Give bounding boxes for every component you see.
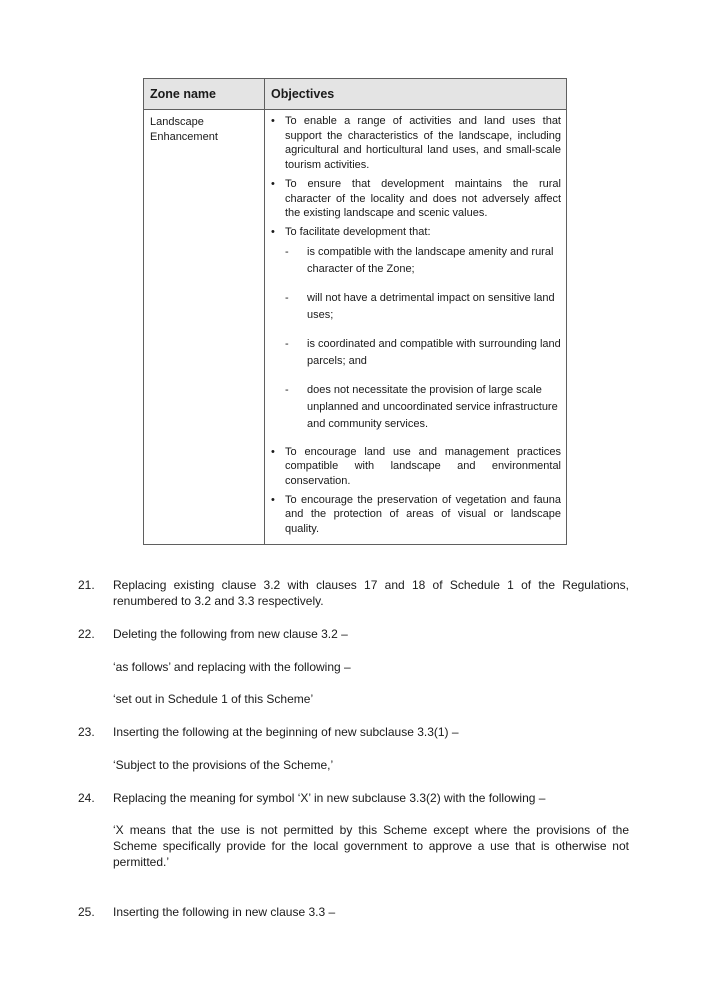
bullet-icon: • [271,445,275,458]
bullet-icon: • [271,493,275,506]
clause-text: Deleting the following from new clause 3.2 – [113,627,348,641]
objective-bullet [271,445,561,489]
objective-text: To ensure that development maintains the rural character of the locality and does not adversely affect the existing landscape and scenic values. [285,177,561,220]
objective-text: To encourage land use and management practices compatible with landscape and environmental conservation. [285,445,561,488]
list-item [271,244,561,278]
clause-22-subtext-1: ‘as follows’ and replacing with the following – [113,660,351,674]
objective-bullet [271,177,561,221]
objective-bullet [271,225,561,240]
clause-text: Inserting the following in new clause 3.3 – [113,905,336,919]
objective-text: To enable a range of activities and land uses that support the characteristics of the landscape, including agricultural and horticultural land uses, and small-scale tourism activities. [285,115,561,172]
dash-icon: - [285,291,289,304]
clause-text: Replacing the meaning for symbol ‘X’ in new subclause 3.3(2) with the following – [113,791,546,805]
clause-22-subtext-2: ‘set out in Schedule 1 of this Scheme’ [113,692,314,706]
clause-23-subtext: ‘Subject to the provisions of the Scheme,’ [113,758,334,772]
list-item-text: is coordinated and compatible with surrounding land parcels; and [307,337,561,367]
objective-text: To encourage the preservation of vegetation and fauna and the protection of areas of visual or landscape quality. [285,493,561,536]
clause-text: Replacing existing clause 3.2 with clauses 17 and 18 of Schedule 1 of the Regulations, renumbered to 3.2 and 3.3 respectively. [113,578,629,608]
development-criteria-list [271,244,561,433]
objectives-cell [271,114,561,541]
table-header-row [144,79,566,110]
list-item-text: does not necessitate the provision of large scale unplanned and uncoordinated service infrastructure and community services. [307,383,558,430]
dash-icon: - [285,337,289,350]
objective-bullet [271,493,561,537]
dash-icon: - [285,245,289,258]
header-zone-name: Zone name [150,87,216,101]
header-objectives: Objectives [271,87,335,101]
list-item [271,290,561,324]
list-item-text: is compatible with the landscape amenity and rural character of the Zone; [307,245,554,275]
objective-bullet [271,114,561,173]
table-column-divider [264,79,265,544]
list-item [271,336,561,370]
clause-number: 21. [78,578,95,592]
zone-name-cell: Landscape Enhancement [150,116,218,143]
list-item-text: will not have a detrimental impact on sensitive land uses; [307,291,555,321]
clause-number: 25. [78,905,95,919]
clause-text: Inserting the following at the beginning of new subclause 3.3(1) – [113,725,459,739]
clause-number: 24. [78,791,95,805]
clause-24-subtext: ‘X means that the use is not permitted by this Scheme except where the provisions of the Scheme specifically provide for the local government to approve a use that is otherwise not permitted.’ [113,823,629,869]
bullet-icon: • [271,225,275,238]
clause-number: 23. [78,725,95,739]
clause-number: 22. [78,627,95,641]
objective-text: To facilitate development that: [285,225,431,238]
list-item [271,382,561,433]
dash-icon: - [285,383,289,396]
zone-objectives-table [143,78,567,545]
bullet-icon: • [271,177,275,190]
bullet-icon: • [271,115,275,127]
